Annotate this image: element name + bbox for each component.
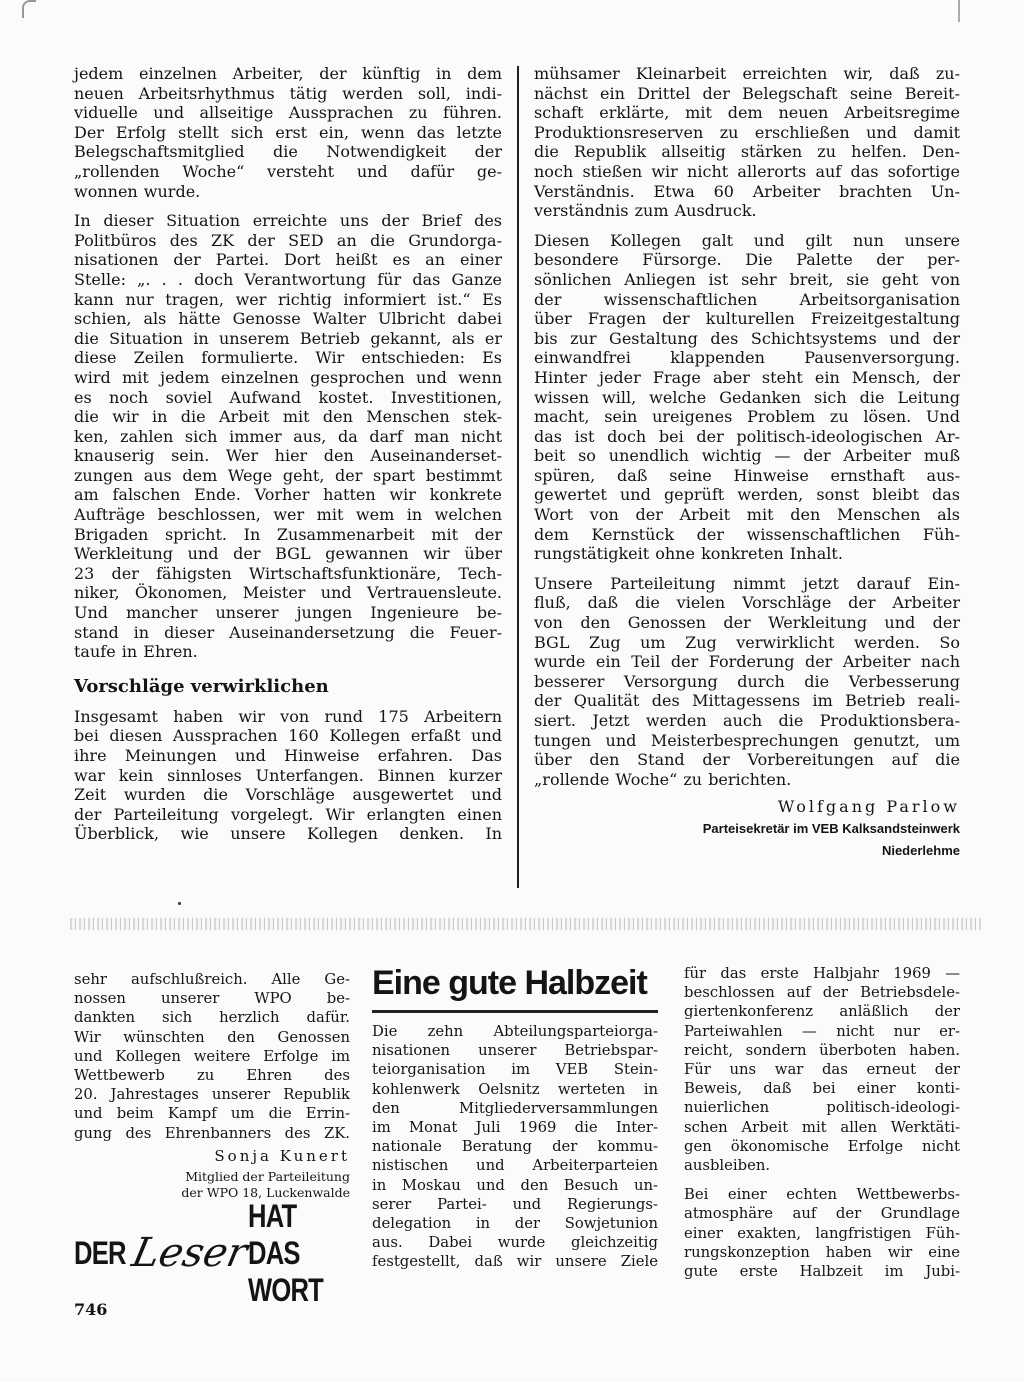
text-line: Überblick, wie unsere Kollegen denken. In xyxy=(74,824,502,844)
text-line: besserer Versorgung durch die Verbesserung xyxy=(534,671,960,691)
text-line: und Kollegen weitere Erfolge im xyxy=(74,1047,350,1065)
text-line: mühsamer Kleinarbeit erreichten wir, daß zu- xyxy=(534,64,960,83)
text-line: „rollenden Woche“ versteht und dafür ge- xyxy=(74,161,502,181)
text-line: rungskonzeption haben wir eine xyxy=(684,1243,960,1261)
page-number: 746 xyxy=(74,1300,108,1319)
text-line: Wort von der Arbeit mit den Menschen als xyxy=(534,505,960,525)
text-line: schen Arbeit mit allen Werktäti- xyxy=(684,1118,960,1136)
text-line: die Republik allseitig stärken zu helfen. Den- xyxy=(534,142,960,162)
logo-word-hat-das-wort: HAT DAS WORT xyxy=(248,1197,324,1308)
paragraph xyxy=(534,64,960,221)
text-line: beit so unendlich wichtig — der Arbeiter muß xyxy=(534,446,960,466)
text-line: Diesen Kollegen galt und gilt nun unsere xyxy=(534,230,960,250)
author-location: Niederlehme xyxy=(881,843,960,859)
page-edge-mark xyxy=(958,0,960,22)
text-line: zungen aus dem Wege geht, der spart bestimmt xyxy=(74,465,502,485)
text-line: bei diesen Aussprachen 160 Kollegen erfaßt und xyxy=(74,726,502,746)
text-line: für das erste Halbjahr 1969 — xyxy=(684,965,960,982)
text-line: und beim Kampf um die Errin- xyxy=(74,1105,350,1123)
headline-underline xyxy=(372,1010,658,1013)
text-line: nationale Beratung der kommu- xyxy=(372,1138,658,1156)
text-line: beschlossen auf der Betriebsdele- xyxy=(684,984,960,1002)
text-line: wird mit jedem einzelnen gesprochen und wenn xyxy=(74,367,502,387)
text-line: Verständnis. Etwa 60 Arbeiter brachten Un- xyxy=(534,181,960,201)
text-line: sehr aufschlußreich. Alle Ge- xyxy=(74,971,350,988)
text-line: 20. Jahrestages unserer Republik xyxy=(74,1086,350,1104)
paragraph xyxy=(74,970,350,1143)
text-line: nossen unserer WPO be- xyxy=(74,990,350,1008)
text-line: gung des Ehrenbanners des ZK. xyxy=(74,1124,350,1142)
paragraph xyxy=(684,964,960,1175)
letter-left-column xyxy=(74,970,350,1201)
text-line: Für uns war das erneut der xyxy=(684,1061,960,1079)
text-line: Und mancher unserer jungen Ingenieure be- xyxy=(74,603,502,623)
section-heading: Vorschläge verwirklichen xyxy=(74,675,329,697)
text-line: macht, sein ureigenes Problem zu lösen. Und xyxy=(534,407,960,427)
text-line: teiorganisation im VEB Stein- xyxy=(372,1061,658,1079)
text-line: Parteiwahlen — nicht nur er- xyxy=(684,1022,960,1040)
text-line: diese Zeilen formulierte. Wir entschieden: Es xyxy=(74,348,502,368)
text-line: Hinter jeder Frage aber steht ein Mensch, der xyxy=(534,367,960,387)
paragraph xyxy=(534,231,960,564)
text-line: den Mitgliederversammlungen xyxy=(372,1099,658,1117)
text-line: am falschen Ende. Vorher hatten wir konkrete xyxy=(74,485,502,505)
paragraph xyxy=(684,1185,960,1281)
text-line: delegation in der Sowjetunion xyxy=(372,1215,658,1233)
text-line: war kein sinnloses Unterfangen. Binnen kurzer xyxy=(74,765,502,785)
text-line: Bei einer echten Wettbewerbs- xyxy=(684,1186,960,1204)
text-line: dankten sich herzlich dafür. xyxy=(74,1009,350,1027)
paragraph xyxy=(74,707,502,844)
text-line: ausbleiben. xyxy=(684,1157,771,1175)
text-line: Wir wünschten den Genossen xyxy=(74,1028,350,1046)
text-line: dem Kernstück der wissenschaftlichen Füh- xyxy=(534,524,960,544)
text-line: im Monat Juli 1969 die Inter- xyxy=(372,1119,658,1137)
text-line: Brigaden spricht. In Zusammenarbeit mit der xyxy=(74,524,502,544)
text-line: kann nur tragen, wer richtig informiert ist.“ Es xyxy=(74,289,502,309)
text-line: 23 der fähigsten Wirtschaftsfunktionäre, Tech- xyxy=(74,563,502,583)
logo-word-leser: Leser xyxy=(127,1230,252,1276)
text-line: rungstätigkeit ohne konkreten Inhalt. xyxy=(534,544,843,564)
article-right-column xyxy=(534,64,960,860)
text-line: wurde ein Teil der Forderung der Arbeiter nach xyxy=(534,652,960,672)
text-line: stand in dieser Auseinandersetzung die Feuer- xyxy=(74,622,502,642)
text-line: giertenkonferenz anläßlich der xyxy=(684,1003,960,1021)
text-line: die wir in die Arbeit mit den Menschen stek- xyxy=(74,407,502,427)
text-line: die Situation in unserem Betrieb gekannt, als er xyxy=(74,328,502,348)
text-line: nistischen und Arbeiterparteien xyxy=(372,1157,658,1175)
paragraph xyxy=(372,1022,658,1272)
text-line: besondere Fürsorge. Die Palette der per- xyxy=(534,250,960,270)
text-line: Politbüros des ZK der SED an die Grundorga- xyxy=(74,230,502,250)
rubric-logo xyxy=(74,1197,350,1308)
text-line: Produktionsreserven zu erschließen und damit xyxy=(534,122,960,142)
text-line: aus. Dabei wurde gleichzeitig xyxy=(372,1234,658,1252)
text-line: Insgesamt haben wir von rund 175 Arbeitern xyxy=(74,706,502,726)
logo-word-der: DER xyxy=(74,1234,126,1271)
text-line: siert. Jetzt werden auch die Produktionsbera- xyxy=(534,711,960,730)
author-role: Mitglied der Parteileitung xyxy=(185,1168,350,1184)
text-line: über Fragen der kulturellen Freizeitgestaltung xyxy=(534,309,960,329)
text-line: das ist doch bei der politisch-ideologischen Ar- xyxy=(534,426,960,446)
text-line: Aufträge beschlossen, wer mit wem in welchen xyxy=(74,505,502,525)
text-line: jedem einzelnen Arbeiter, der künftig in dem xyxy=(74,64,502,83)
text-line: spüren, daß seine Hinweise ernsthaft aus- xyxy=(534,465,960,485)
text-line: „rollende Woche“ zu berichten. xyxy=(534,769,792,789)
text-line: BGL Zug um Zug verwirklicht werden. So xyxy=(534,632,960,652)
section-divider-band xyxy=(70,918,982,930)
text-line: viduelle und allseitige Aussprachen zu führen. xyxy=(74,103,502,123)
text-line: kohlenwerk Oelsnitz werteten in xyxy=(372,1080,658,1098)
text-line: einwandfrei klappenden Pausenversorgung. xyxy=(534,348,960,368)
text-line: schaft erklärte, mit dem neuen Arbeitsregime xyxy=(534,103,960,123)
text-line: festgestellt, daß wir unsere Ziele xyxy=(372,1253,658,1271)
text-line: nisationen der Partei. Dort heißt es an einer xyxy=(74,250,502,270)
text-line: ihre Meinungen und Hinweise erfahren. Das xyxy=(74,746,502,765)
text-line: gute erste Halbzeit im Jubi- xyxy=(684,1263,960,1281)
text-line: einer exakten, langfristigen Füh- xyxy=(684,1224,960,1242)
page-corner-mark xyxy=(22,0,36,18)
text-line: von den Genossen der Werkleitung und der xyxy=(534,613,960,633)
text-line: atmosphäre auf der Grundlage xyxy=(684,1205,960,1223)
text-line: Stelle: „. . . doch Verantwortung für das Ganze xyxy=(74,269,502,289)
author-location: der WPO 18, Luckenwalde xyxy=(181,1184,350,1200)
text-line: über den Stand der Vorbereitungen auf die xyxy=(534,750,960,770)
text-line: Die zehn Abteilungsparteiorga- xyxy=(372,1023,658,1040)
text-line: in Moskau und den Besuch un- xyxy=(372,1176,658,1194)
text-line: niker, Ökonomen, Meister und Vertrauensleute. xyxy=(74,583,502,603)
letter-right-column xyxy=(684,964,960,1281)
text-line: Der Erfolg stellt sich erst ein, wenn das letzte xyxy=(74,122,502,142)
paragraph xyxy=(534,574,960,790)
text-line: der wissenschaftlichen Arbeitsorganisation xyxy=(534,289,960,309)
text-line: nisationen unserer Betriebspar- xyxy=(372,1042,658,1060)
article-left-column xyxy=(74,64,502,844)
text-line: taufe in Ehren. xyxy=(74,642,198,662)
paragraph xyxy=(74,211,502,662)
text-line: wonnen wurde. xyxy=(74,181,201,201)
text-line: nuierlichen politisch-ideologi- xyxy=(684,1099,960,1117)
text-line: wissen will, welche Gedanken sich die Leitung xyxy=(534,387,960,407)
text-line: fluß, daß die vielen Vorschläge der Arbeiter xyxy=(534,593,960,613)
text-line: knauserig sein. Wer hier den Auseinanderset- xyxy=(74,446,502,466)
text-line: verständnis zum Ausdruck. xyxy=(534,201,757,221)
text-line: ken, zahlen sich immer aus, da darf man nicht xyxy=(74,426,502,446)
text-line: schien, als hätte Genosse Walter Ulbricht dabei xyxy=(74,309,502,329)
text-line: noch stießen wir nicht allerorts auf das sofortige xyxy=(534,161,960,181)
author-name: Sonja Kunert xyxy=(214,1146,350,1165)
text-line: es noch soviel Aufwand kostet. Investitionen, xyxy=(74,387,502,407)
article-headline: Eine gute Halbzeit xyxy=(372,964,647,1002)
text-line: der Parteileitung vorgelegt. Wir erlangten einen xyxy=(74,804,502,824)
text-line: Unsere Parteileitung nimmt jetzt darauf Ein- xyxy=(534,573,960,593)
text-line: Belegschaftsmitglied die Notwendigkeit der xyxy=(74,142,502,162)
column-divider xyxy=(517,66,519,888)
text-line: Zeit wurden die Vorschläge ausgewertet und xyxy=(74,785,502,805)
text-line: Wettbewerb zu Ehren des xyxy=(74,1067,350,1085)
text-line: bis zur Gestaltung des Schichtsystems und der xyxy=(534,328,960,348)
text-line: der Qualität des Mittagessens im Betrieb reali- xyxy=(534,691,960,711)
text-line: gewertet und geprüft werden, sonst bleibt das xyxy=(534,485,960,505)
text-line: serer Partei- und Regierungs- xyxy=(372,1195,658,1213)
paragraph xyxy=(74,64,502,201)
text-line: neuen Arbeitsrhythmus tätig werden soll, indi- xyxy=(74,83,502,103)
text-line: In dieser Situation erreichte uns der Brief des xyxy=(74,211,502,231)
text-line: reicht, sondern überboten haben. xyxy=(684,1041,960,1059)
text-line: nächst ein Drittel der Belegschaft seine Bereit- xyxy=(534,83,960,103)
letter-middle-column xyxy=(372,1022,658,1272)
text-line: Beweis, daß bei einer konti- xyxy=(684,1080,960,1098)
ink-speck xyxy=(178,902,181,905)
text-line: tungen und Meisterbesprechungen genutzt, um xyxy=(534,730,960,750)
text-line: sönlichen Anliegen ist sehr breit, sie geht von xyxy=(534,269,960,289)
author-name: Wolfgang Parlow xyxy=(777,797,960,817)
text-line: Werkleitung und der BGL gewannen wir über xyxy=(74,544,502,564)
text-line: gen ökonomische Erfolge nicht xyxy=(684,1137,960,1155)
author-role: Parteisekretär im VEB Kalksandsteinwerk xyxy=(702,821,960,837)
